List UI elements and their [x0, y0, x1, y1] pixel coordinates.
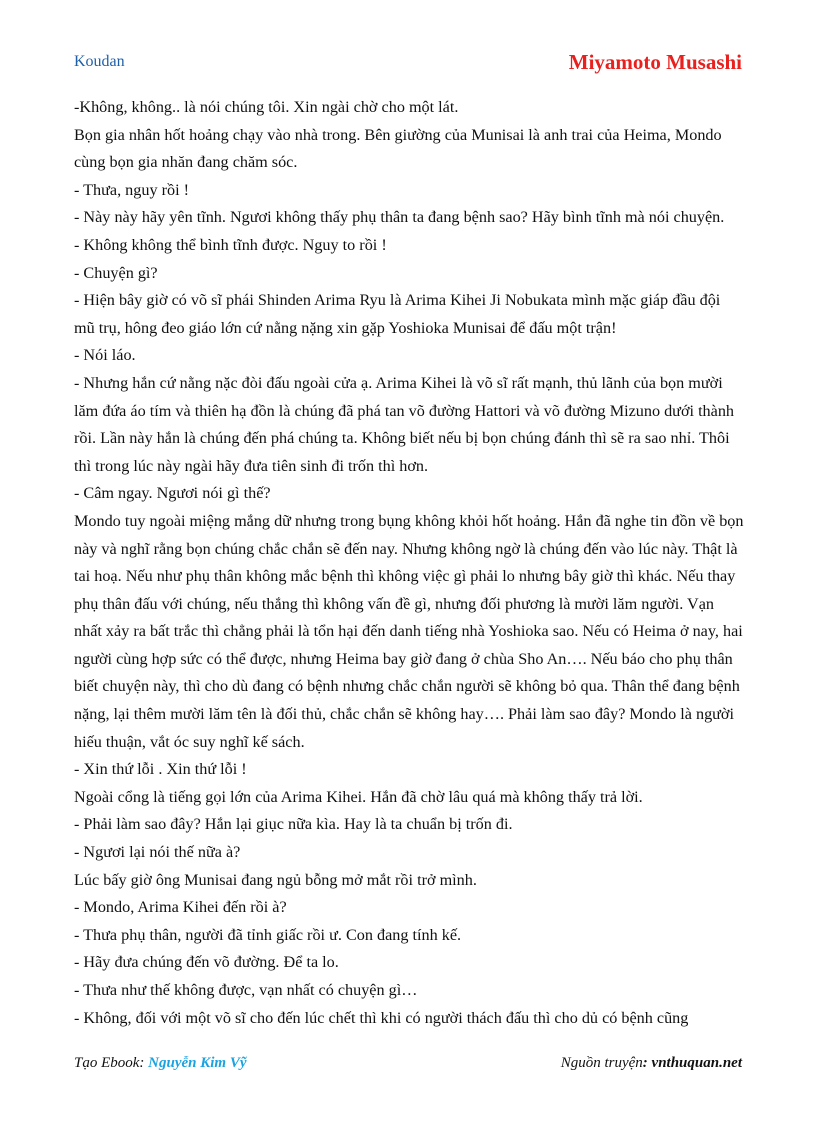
source-credit-label: Nguồn truyện	[560, 1055, 643, 1071]
paragraph: - Xin thứ lỗi . Xin thứ lỗi !	[74, 760, 247, 779]
paragraph: - Hiện bây giờ có võ sĩ phái Shinden Arima Ryu là Arima Kihei Ji Nobukata mình mặc giáp đầu đội mũ trụ, hông đeo giáo lớn cứ nằng nặng xin gặp Yoshioka Munisai để đấu một trận!	[74, 291, 721, 337]
paragraph: - Ngươi lại nói thế nữa à?	[74, 843, 241, 862]
page-body	[74, 94, 744, 1032]
paragraph: Bọn gia nhân hốt hoảng chạy vào nhà trong. Bên giường của Munisai là anh trai của Heima, Mondo cùng bọn gia nhăn đang chăm sóc.	[74, 125, 722, 172]
page-footer	[74, 1055, 742, 1077]
source-credit-separator: :	[642, 1055, 652, 1071]
paragraph: - Nhưng hắn cứ nằng nặc đòi đấu ngoài cửa ạ. Arima Kihei là võ sĩ rất mạnh, thủ lãnh của bọn mười lăm đứa áo tím và thiên hạ đồn là chúng đã phá tan võ đường Hattori và võ đường Mizuno dưới thành rồi. Lần này hắn là chúng đến phá chúng ta. Không biết nếu bị bọn chúng đánh thì sẽ ra sao nhỉ. Thôi thì trong lúc này ngài hãy đưa tiên sinh đi trốn thì hơn.	[74, 373, 735, 475]
ebook-credit-separator: :	[139, 1055, 149, 1071]
paragraph: - Thưa, nguy rồi !	[74, 180, 190, 199]
paragraph: - Không, đối với một võ sĩ cho đến lúc chết thì khi có người thách đấu thì cho dủ có bệnh cũng	[74, 1008, 689, 1027]
ebook-credit	[74, 1055, 247, 1072]
paragraph: Ngoài cổng là tiếng gọi lớn của Arima Kihei. Hắn đã chờ lâu quá mà không thấy trả lời.	[74, 787, 643, 806]
paragraph: - Mondo, Arima Kihei đến rồi à?	[74, 898, 287, 917]
ebook-credit-label: Tạo Ebook	[74, 1055, 140, 1071]
paragraph: - Phải làm sao đây? Hắn lại giục nữa kìa. Hay là ta chuẩn bị trốn đi.	[74, 815, 513, 834]
header-book-title: Miyamoto Musashi	[568, 50, 742, 74]
paragraph: - Thưa như thế không được, vạn nhất có chuyện gì…	[74, 981, 418, 999]
page-header	[74, 50, 742, 76]
source-credit	[561, 1055, 742, 1072]
header-publisher: Koudan	[74, 53, 125, 70]
paragraph: Lúc bấy giờ ông Munisai đang ngủ bỗng mở mắt rồi trở mình.	[74, 870, 477, 889]
source-credit-site: vnthuquan.net	[651, 1055, 742, 1071]
paragraph: - Hãy đưa chúng đến võ đường. Để ta lo.	[74, 953, 339, 972]
paragraph: - Không không thể bình tĩnh được. Nguy to rồi !	[74, 235, 387, 254]
paragraph: - Này này hãy yên tĩnh. Ngươi không thấy phụ thân ta đang bệnh sao? Hãy bình tĩnh mà nói chuyện.	[74, 208, 725, 227]
paragraph: -Không, không.. là nói chúng tôi. Xin ngài chờ cho một lát.	[74, 98, 459, 116]
paragraph: - Nói láo.	[74, 346, 136, 365]
paragraph: - Câm ngay. Ngươi nói gì thế?	[74, 484, 271, 503]
paragraph: - Thưa phụ thân, người đã tỉnh giấc rồi ư. Con đang tính kế.	[74, 925, 462, 944]
paragraph: Mondo tuy ngoài miệng mắng dữ nhưng trong bụng không khỏi hốt hoảng. Hắn đã nghe tin đồn về bọn này và nghĩ rằng bọn chúng chắc chắn sẽ đến nay. Nhưng không ngờ là chúng đến vào lúc này. Thật là tai hoạ. Nếu như phụ thân không mắc bệnh thì không việc gì phải lo nhưng bây giờ thì khác. Nếu thay phụ thân đấu với chúng, nếu thắng thì không vấn đề gì, nhưng đối phương là mười lăm người. Vạn nhất xảy ra bất trắc thì chẳng phải là tổn hại đến danh tiếng nhà Yoshioka sao. Nếu có Heima ở nay, hai người cùng hợp sức có thể được, nhưng Heima bay giờ đang ở chùa Sho An…. Nếu báo cho phụ thân biết chuyện này, thì cho dù đang có bệnh nhưng chắc chắn người sẽ không bỏ qua. Thân thể đang bệnh nặng, lại thêm mười lăm tên là đối thủ, chắc chắn sẽ không hay…. Phải làm sao đây? Mondo là người hiếu thuận, vắt óc suy nghĩ kế sách.	[74, 511, 744, 751]
ebook-credit-name: Nguyễn Kim Vỹ	[148, 1055, 247, 1071]
paragraph: - Chuyện gì?	[74, 263, 158, 282]
